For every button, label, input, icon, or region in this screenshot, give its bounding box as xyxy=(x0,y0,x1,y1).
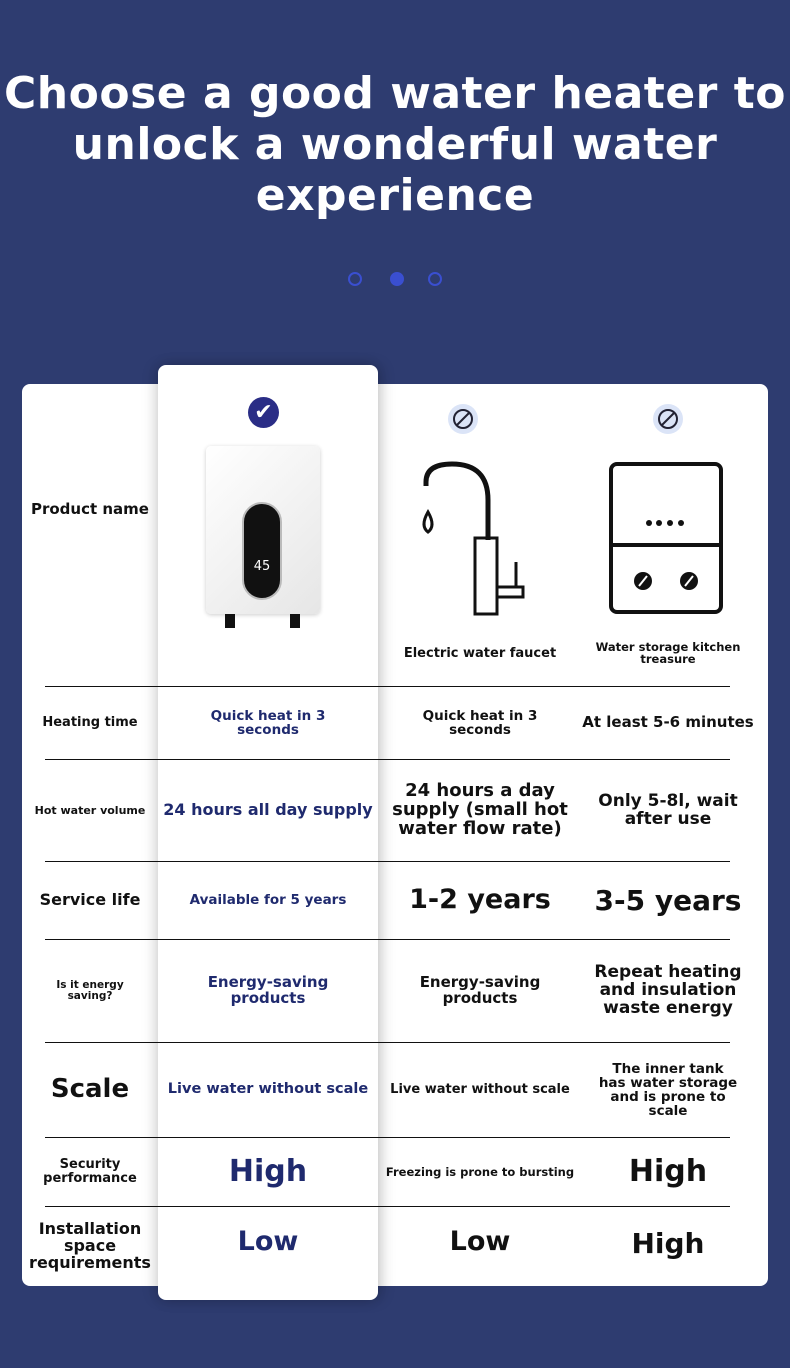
cell-value: Low xyxy=(449,1225,511,1257)
faucet-icon xyxy=(412,460,532,620)
cell-value: Repeat heating and insulation waste energy xyxy=(594,962,742,1018)
row-label-security: Security performance xyxy=(43,1157,137,1186)
cell-value: Only 5-8l, wait after use xyxy=(598,790,738,829)
product-name-label: Product name xyxy=(30,500,149,519)
row-label-service-life: Service life xyxy=(39,890,141,910)
cell-value: The inner tank has water storage and is prone to scale xyxy=(598,1060,738,1120)
row-label-hot-water-volume: Hot water volume xyxy=(34,803,146,817)
cell-value: At least 5-6 minutes xyxy=(582,713,754,732)
prohibited-icon xyxy=(653,404,683,434)
carousel-dot-3[interactable] xyxy=(428,272,442,286)
cell-value: 1-2 years xyxy=(409,884,551,916)
cell-value: High xyxy=(628,1154,708,1190)
cell-value: Energy-saving products xyxy=(207,973,329,1007)
heater-display: 45 xyxy=(242,502,282,600)
cell-value: Quick heat in 3 seconds xyxy=(422,707,538,738)
cell-value: Live water without scale xyxy=(167,1081,369,1098)
page-title: Choose a good water heater to unlock a wonderful water experience xyxy=(4,68,786,221)
cell-value: High xyxy=(631,1227,705,1261)
row-label-heating-time: Heating time xyxy=(42,715,138,731)
row-label-installation-space: Installation space requirements xyxy=(29,1219,151,1272)
check-icon: ✔ xyxy=(248,397,279,428)
cell-value: Low xyxy=(237,1225,299,1257)
row-label-energy-saving: Is it energy saving? xyxy=(56,978,124,1002)
carousel-dot-1[interactable] xyxy=(348,272,362,286)
cell-value: Live water without scale xyxy=(390,1082,570,1098)
carousel-dot-2[interactable] xyxy=(390,272,404,286)
pipe-icon xyxy=(225,614,235,628)
cell-value: 3-5 years xyxy=(594,883,742,917)
product-name-faucet: Electric water faucet xyxy=(403,646,557,662)
product-name-storage: Water storage kitchen treasure xyxy=(595,639,741,666)
storage-heater-icon xyxy=(607,460,727,620)
cell-value: Available for 5 years xyxy=(189,892,347,909)
cell-value: 24 hours all day supply xyxy=(163,800,373,820)
cell-value: Quick heat in 3 seconds xyxy=(210,707,326,738)
cell-value: 24 hours a day supply (small hot water flow rate) xyxy=(392,780,568,839)
pipe-icon xyxy=(290,614,300,628)
cell-value: Freezing is prone to bursting xyxy=(385,1164,575,1179)
prohibited-icon xyxy=(448,404,478,434)
row-label-scale: Scale xyxy=(50,1074,130,1105)
cell-value: High xyxy=(228,1154,308,1190)
water-heater-image xyxy=(206,446,320,614)
cell-value: Energy-saving products xyxy=(419,973,541,1007)
